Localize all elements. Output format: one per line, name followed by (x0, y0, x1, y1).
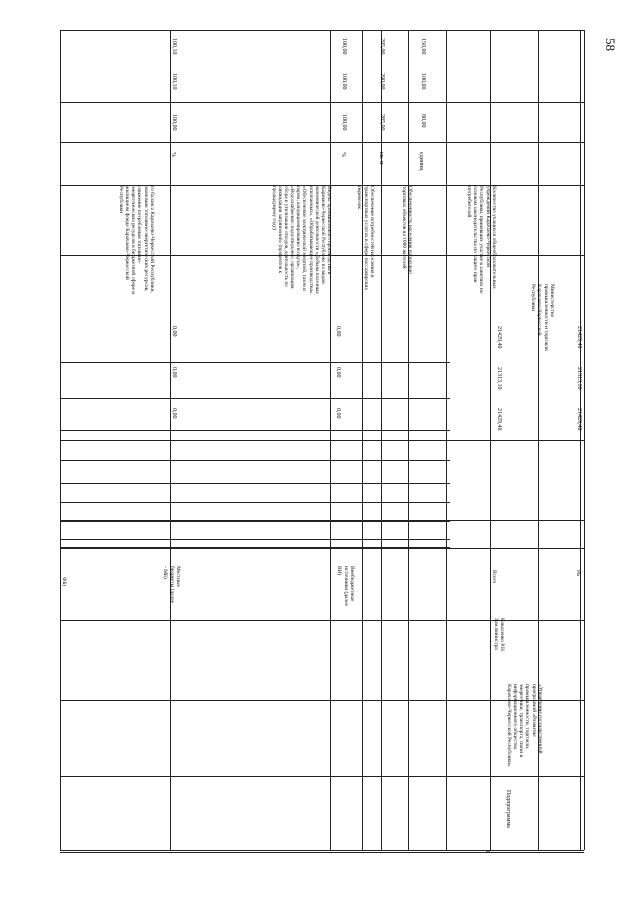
indicator-1-value-1: 100,00 (171, 114, 177, 131)
inner-rule-2 (60, 430, 450, 431)
indicator-4-value-2: 100,00 (420, 73, 426, 90)
column-rule-outer (584, 30, 585, 850)
row-rule-2 (60, 142, 584, 143)
inner-rule-5 (60, 502, 450, 503)
executor: Министерство промышленности и торговли Карачаево-Черкесской Республики (530, 284, 555, 351)
indicator-2-unit: % (340, 152, 346, 157)
value-rb-2: 21313,10 (576, 367, 582, 390)
value-rb-3: 21429,40 (576, 326, 582, 349)
program-type: Подпрограмма (505, 790, 511, 828)
row-rule-1 (60, 102, 584, 103)
indicator-1-name: Индекс промышленного производства в Карачаево-Черкесской Республике по видам экономической деятельности «Добыча полезных ископаемых», «Обрабатывающие производства», «Обеспечение электрической энергией, газом и паром; кондиционирование воздуха», «Водоснабжение; водоотведение, организация сбора и утилизации отходов, деятельность по ликвидации загрязнений» (процентов к предыдущему году) (270, 186, 332, 295)
indicator-2-value-1: 100,00 (341, 114, 347, 131)
indicator-2-value-3: 100,00 (341, 38, 347, 55)
indicator-2-name: Обеспечение потребностей населения в транспортных услугах в сфере пассажирских перевозок (356, 186, 375, 291)
row-rule-10 (60, 776, 584, 777)
row-rule-0 (60, 30, 584, 31)
source-vi-label: Внебюджетные источники (далее ВИ) (336, 566, 355, 606)
source-fb-label: ФБ) (61, 577, 67, 587)
indicator-4-value-3: 150,00 (420, 38, 426, 55)
source-total-label: Всего (491, 570, 497, 584)
value-vi-1: 0,00 (335, 408, 341, 419)
inner-rule-8 (60, 547, 450, 548)
indicator-4-value-1: 80,00 (420, 114, 426, 128)
inner-rule-1 (60, 398, 450, 399)
responsible-person: Коваленко Р.Н. Зам.министра (492, 618, 505, 653)
value-mb-3: 0,00 (171, 326, 177, 337)
value-mb-1: 0,00 (171, 408, 177, 419)
row-rule-7 (60, 548, 584, 549)
value-total-3: 21429,40 (496, 326, 502, 349)
value-mb-2: 0,00 (171, 367, 177, 378)
indicator-1-unit: % (170, 152, 176, 157)
indicator-3-value-1: 285,00 (379, 114, 385, 131)
inner-rule-4 (60, 483, 450, 484)
source-mb-label: Местные бюджеты (далее - МБ) (162, 566, 181, 604)
program-name: «Управление государственной программой «Развитие промышленности, торговли, энергетики, транспорта, связи и информационного общества Карачаево-Черкесской Республики» (505, 684, 543, 767)
inner-rule-0 (60, 362, 450, 363)
source-rb-label: РБ (575, 570, 581, 577)
row-number: 1 (484, 850, 490, 853)
indicator-4-unit: единиц (418, 152, 424, 171)
row-rule-11 (60, 852, 584, 853)
indicator-3-value-3: 295,00 (379, 38, 385, 55)
value-total-2: 21313,10 (496, 367, 502, 390)
indicator-2-value-2: 100,00 (341, 73, 347, 90)
value-total-1: 21429,40 (496, 408, 502, 431)
indicator-1-value-3: 100,10 (171, 38, 177, 55)
inner-rule-6 (60, 521, 450, 522)
row-rule-5 (60, 440, 584, 441)
indicator-3-name: Обеспеченность населения площадью торговых объектов на 1000 жителей (400, 186, 413, 274)
bottom-rule (60, 850, 584, 851)
indicator-0-name: го баланса Карачаево-Черкесской Республики, экономия топливно-энергетических ресурсов, снижение потребления топливно-энергетических ресурсов в бюджетной сфере и жилищном фонде Карачаево-Черкесской Республики (117, 186, 155, 295)
indicator-3-unit: кв. м (378, 152, 384, 165)
inner-rule-7 (60, 539, 450, 540)
value-vi-3: 0,00 (335, 326, 341, 337)
indicator-3-value-2: 290,00 (379, 73, 385, 90)
indicator-1-value-2: 100,10 (171, 73, 177, 90)
indicator-4-name: Количество учащихся общеобразовательных учреждений Карачаево-Черкесской Республики, принявших участие в занятиях по основам законодательства по защите прав потребителей (465, 186, 497, 294)
page-number: 58 (603, 38, 618, 51)
row-rule-8 (60, 620, 584, 621)
value-vi-2: 0,00 (335, 367, 341, 378)
value-rb-1: 21429,40 (576, 408, 582, 431)
inner-rule-3 (60, 460, 450, 461)
